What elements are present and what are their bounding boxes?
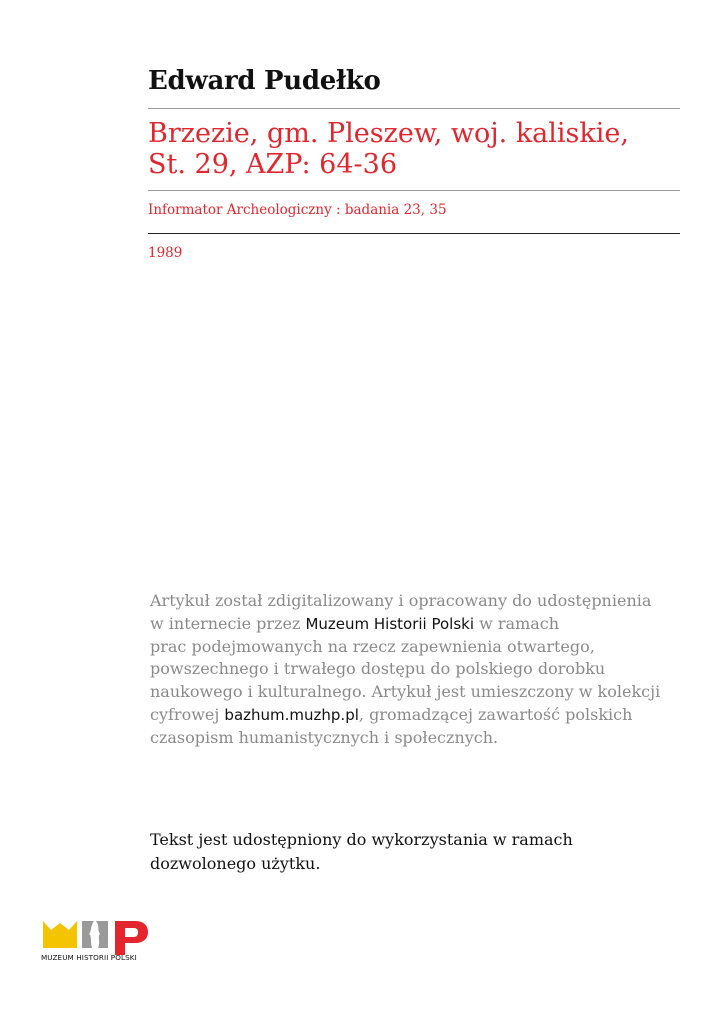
note-text: cyfrowej — [150, 704, 225, 724]
divider-bottom — [148, 233, 680, 234]
publication-year: 1989 — [148, 245, 183, 261]
usage-statement — [150, 828, 670, 876]
article-title-line: Brzezie, gm. Pleszew, woj. kaliskie, — [148, 118, 629, 149]
note-line: powszechnego i trwałego dostępu do polskiego dorobku — [150, 659, 606, 679]
article-title — [148, 118, 688, 180]
note-line: czasopism humanistycznych i społecznych. — [150, 727, 499, 747]
note-line — [150, 613, 670, 636]
museum-link[interactable]: Muzeum Historii Polski — [305, 614, 475, 633]
note-text: , gromadzącej zawartość polskich — [358, 704, 633, 724]
divider-top — [148, 108, 680, 109]
logo-h-mark — [82, 921, 94, 948]
usage-line: dozwolonego użytku. — [150, 854, 321, 873]
note-line: naukowego i kulturalnego. Artykuł jest umieszczony w kolekcji — [150, 682, 661, 702]
author-name: Edward Pudełko — [148, 66, 381, 96]
note-line — [150, 704, 670, 727]
digitization-note — [150, 590, 670, 750]
article-title-line: St. 29, AZP: 64-36 — [148, 149, 398, 180]
divider-middle — [148, 190, 680, 191]
note-text: w ramach — [474, 613, 560, 633]
usage-line: Tekst jest udostępniony do wykorzystania w ramach — [150, 830, 573, 849]
logo-p-mark — [115, 921, 148, 955]
note-line: prac podejmowanych na rzecz zapewnienia otwartego, — [150, 636, 595, 656]
note-text: w internecie przez — [150, 613, 306, 633]
logo-caption: MUZEUM HISTORII POLSKI — [41, 953, 137, 962]
logo-h-mark-right — [96, 921, 108, 948]
source-citation: Informator Archeologiczny : badania 23, 35 — [148, 202, 447, 218]
logo-m-mark — [43, 921, 77, 948]
note-line: Artykuł został zdigitalizowany i opracowany do udostępnienia — [150, 591, 652, 610]
bazhum-link[interactable]: bazhum.muzhp.pl — [224, 705, 359, 724]
